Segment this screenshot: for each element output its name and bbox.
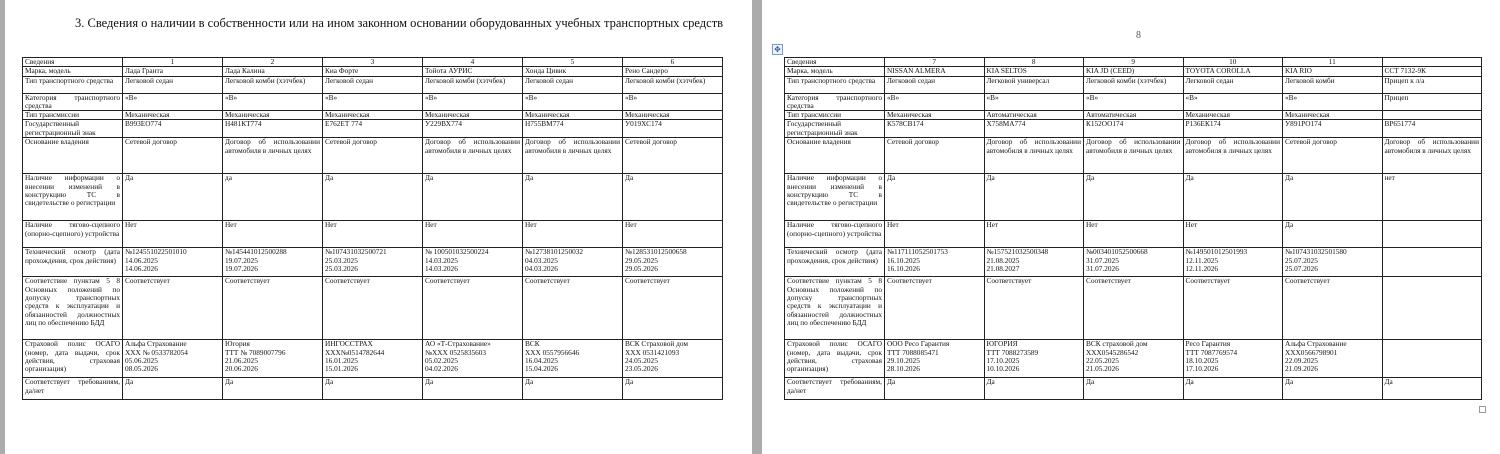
row-label: Сведения	[785, 58, 885, 67]
cell-vehicle-type: Легковой комби (хэтчбек)	[623, 76, 723, 93]
table-row-reg-number	[23, 120, 723, 138]
cell-osago: ЮГОРИЯ ТТТ 7088273589 17.10.2025 10.10.2026	[984, 340, 1084, 378]
cell-brand: Хонда Цивик	[523, 67, 623, 76]
cell-ownership: Договор об использовании автомобиля в личных целях	[523, 138, 623, 174]
cell-ownership: Договор об использовании автомобиля в личных целях	[1382, 138, 1482, 174]
cell-reg-number: У019ХС174	[623, 120, 723, 138]
cell-conforms: Да	[123, 378, 223, 400]
cell-conforms: Да	[623, 378, 723, 400]
vehicle-number-cell: 6	[623, 58, 723, 67]
vehicle-number-cell: 3	[323, 58, 423, 67]
row-label: Тип транспортного средства	[23, 76, 123, 93]
cell-ownership: Сетевой договор	[123, 138, 223, 174]
cell-category: «В»	[1283, 93, 1383, 111]
cell-transmission: Механическая	[423, 111, 523, 120]
row-label: Технический осмотр (дата прохождения, срок действия)	[785, 248, 885, 277]
cell-modification-info: Да	[323, 174, 423, 221]
table-row-osago	[23, 340, 723, 378]
cell-category: «В»	[623, 93, 723, 111]
cell-towing-device	[1382, 221, 1482, 248]
page-number: 8	[1136, 30, 1141, 41]
vehicle-number-cell: 10	[1183, 58, 1283, 67]
cell-inspection: №107431032500721 25.03.2025 25.03.2026	[323, 248, 423, 277]
cell-towing-device: Нет	[323, 221, 423, 248]
cell-conforms: Да	[323, 378, 423, 400]
cell-modification-info: Да	[423, 174, 523, 221]
cell-compliance: Соответствует	[1183, 277, 1283, 340]
cell-inspection	[1382, 248, 1482, 277]
cell-transmission: Механическая	[1183, 111, 1283, 120]
cell-osago: ВСК страховой дом ХХХ0545286542 22.05.2025 21.05.2026	[1084, 340, 1184, 378]
table-row-category	[785, 93, 1482, 111]
cell-inspection: №157521032500348 21.08.2025 21.08.2027	[984, 248, 1084, 277]
cell-reg-number: К152ОО174	[1084, 120, 1184, 138]
row-label: Соответствие пунктам 5 8 Основных положений по допуску транспортных средств к эксплуатации и обязанностей должностных лиц по обеспечению БДД	[785, 277, 885, 340]
cell-osago	[1382, 340, 1482, 378]
table-row-brand	[785, 67, 1482, 76]
cell-transmission: Механическая	[523, 111, 623, 120]
row-label: Государственный регистрационный знак	[785, 120, 885, 138]
row-label: Наличие информации о внесении изменений в конструкцию ТС в свидетельстве о регистрации	[23, 174, 123, 221]
cell-category: «В»	[523, 93, 623, 111]
row-label: Государственный регистрационный знак	[23, 120, 123, 138]
vehicles-table-part-1	[22, 57, 723, 400]
row-label: Марка, модель	[785, 67, 885, 76]
cell-inspection: №12738101250032 04.03.2025 04.03.2026	[523, 248, 623, 277]
cell-transmission: Механическая	[1283, 111, 1383, 120]
cell-brand: Лада Калина	[223, 67, 323, 76]
table-row-modification-info	[785, 174, 1482, 221]
cell-brand: ССТ 7132-9К	[1382, 67, 1482, 76]
cell-transmission: Механическая	[223, 111, 323, 120]
table-row-towing-device	[785, 221, 1482, 248]
cell-inspection: № 100501032500224 14.03.2025 14.03.2026	[423, 248, 523, 277]
cell-category: «В»	[984, 93, 1084, 111]
cell-osago: ВСК Страховой дом ХХХ 0531421093 24.05.2025 23.05.2026	[623, 340, 723, 378]
cell-compliance	[1382, 277, 1482, 340]
row-label: Сведения	[23, 58, 123, 67]
table-row-compliance	[785, 277, 1482, 340]
cell-inspection: №117111052501753 16.10.2025 16.10.2026	[885, 248, 985, 277]
cell-osago: ВСК ХХХ 0557956646 16.04.2025 15.04.2026	[523, 340, 623, 378]
cell-modification-info: Да	[984, 174, 1084, 221]
cell-compliance: Соответствует	[623, 277, 723, 340]
cell-vehicle-type: Легковой седан	[1183, 76, 1283, 93]
table-row-ownership	[785, 138, 1482, 174]
cell-compliance: Соответствует	[423, 277, 523, 340]
vehicle-number-cell: 2	[223, 58, 323, 67]
cell-reg-number: Н481КТ774	[223, 120, 323, 138]
cell-category: «В»	[323, 93, 423, 111]
cell-towing-device: Нет	[223, 221, 323, 248]
cell-conforms: Да	[1382, 378, 1482, 400]
cell-category: «В»	[1183, 93, 1283, 111]
cell-reg-number: Е762ЕТ 774	[323, 120, 423, 138]
table-row-inspection	[785, 248, 1482, 277]
cell-reg-number: В993ЕО774	[123, 120, 223, 138]
cell-category: «В»	[423, 93, 523, 111]
cell-conforms: Да	[1084, 378, 1184, 400]
cell-towing-device: Нет	[984, 221, 1084, 248]
cell-ownership: Договор об использовании автомобиля в личных целях	[423, 138, 523, 174]
row-label: Технический осмотр (дата прохождения, срок действия)	[23, 248, 123, 277]
cell-category: «В»	[885, 93, 985, 111]
cell-inspection: №149501012501993 12.11.2025 12.11.2026	[1183, 248, 1283, 277]
cell-conforms: Да	[984, 378, 1084, 400]
vehicle-number-cell: 8	[984, 58, 1084, 67]
row-label: Наличие информации о внесении изменений в конструкцию ТС в свидетельстве о регистрации	[785, 174, 885, 221]
cell-ownership: Сетевой договор	[885, 138, 985, 174]
table-row-inspection	[23, 248, 723, 277]
document-page-left	[5, 0, 752, 454]
vehicle-number-cell: 11	[1283, 58, 1383, 67]
cell-compliance: Соответствует	[123, 277, 223, 340]
cell-brand: Лада Гранта	[123, 67, 223, 76]
cell-ownership: Сетевой договор	[623, 138, 723, 174]
cell-towing-device: Нет	[123, 221, 223, 248]
row-label: Тип транспортного средства	[785, 76, 885, 93]
row-label: Категория транспортного средства	[23, 93, 123, 111]
cell-ownership: Договор об использовании автомобиля в личных целях	[1183, 138, 1283, 174]
table-row-vehicle-type	[785, 76, 1482, 93]
row-label: Основание владения	[23, 138, 123, 174]
cell-ownership: Договор об использовании автомобиля в личных целях	[984, 138, 1084, 174]
cell-transmission: Механическая	[323, 111, 423, 120]
cell-vehicle-type: Легковой седан	[123, 76, 223, 93]
cell-reg-number: У891РО174	[1283, 120, 1383, 138]
cell-compliance: Соответствует	[984, 277, 1084, 340]
cell-osago: ИНГОССТРАХ ХХХ№0514782644 16.01.2025 15.01.2026	[323, 340, 423, 378]
cell-transmission: Механическая	[885, 111, 985, 120]
table-row-vehicle-type	[23, 76, 723, 93]
cell-modification-info: Да	[1183, 174, 1283, 221]
cell-inspection: №128531012500658 29.05.2025 29.05.2026	[623, 248, 723, 277]
cell-vehicle-type: Легковой комби (хэтчбек)	[423, 76, 523, 93]
table-row-num	[23, 58, 723, 67]
cell-reg-number: У229ВХ774	[423, 120, 523, 138]
table-row-towing-device	[23, 221, 723, 248]
cell-towing-device: Нет	[623, 221, 723, 248]
cell-modification-info: Да	[1283, 174, 1383, 221]
cell-modification-info: Да	[1084, 174, 1184, 221]
cell-ownership: Договор об использовании автомобиля в личных целях	[223, 138, 323, 174]
cell-brand: Рено Сандеро	[623, 67, 723, 76]
table-row-conforms	[23, 378, 723, 400]
cell-towing-device: Нет	[1183, 221, 1283, 248]
cell-transmission	[1382, 111, 1482, 120]
cell-compliance: Соответствует	[323, 277, 423, 340]
cell-osago: Югория ТТТ № 7089007796 21.06.2025 20.06.2026	[223, 340, 323, 378]
cell-category: «В»	[123, 93, 223, 111]
row-label: Тип трансмиссии	[23, 111, 123, 120]
table-move-handle-icon[interactable]: ✥	[772, 44, 783, 55]
cell-ownership: Сетевой договор	[1283, 138, 1383, 174]
cell-reg-number: Х758МА774	[984, 120, 1084, 138]
cell-vehicle-type: Легковой седан	[523, 76, 623, 93]
section-title: 3. Сведения о наличии в собственности или на ином законном основании оборудованных учебных транспортных средств	[75, 16, 724, 30]
cell-towing-device: Нет	[523, 221, 623, 248]
cell-osago: Альфа Страхование ХХХ0566798901 22.09.2025 21.09.2026	[1283, 340, 1383, 378]
row-label: Соответствие пунктам 5 8 Основных положений по допуску транспортных средств к эксплуатации и обязанностей должностных лиц по обеспечению БДД	[23, 277, 123, 340]
cell-conforms: Да	[223, 378, 323, 400]
cell-inspection: №124551022501010 14.06.2025 14.06.2026	[123, 248, 223, 277]
cell-compliance: Соответствует	[223, 277, 323, 340]
table-row-transmission	[23, 111, 723, 120]
row-label: Категория транспортного средства	[785, 93, 885, 111]
cell-transmission: Механическая	[123, 111, 223, 120]
cell-modification-info: Да	[123, 174, 223, 221]
cell-brand: NISSAN ALMERA	[885, 67, 985, 76]
vehicles-table-part-2	[784, 57, 1482, 400]
table-row-reg-number	[785, 120, 1482, 138]
cell-modification-info: Да	[523, 174, 623, 221]
vehicle-number-cell: 9	[1084, 58, 1184, 67]
cell-vehicle-type: Легковой комби (хэтчбек)	[223, 76, 323, 93]
cell-vehicle-type: Легковой комби	[1283, 76, 1383, 93]
cell-transmission: Механическая	[623, 111, 723, 120]
cell-towing-device: Нет	[423, 221, 523, 248]
row-label: Основание владения	[785, 138, 885, 174]
cell-osago: ООО Ресо Гарантия ТТТ 7088085471 29.10.2025 28.10.2026	[885, 340, 985, 378]
row-label: Соответствует требованиям, да/нет	[23, 378, 123, 400]
cell-vehicle-type: Легковой универсал	[984, 76, 1084, 93]
cell-compliance: Соответствует	[885, 277, 985, 340]
table-row-brand	[23, 67, 723, 76]
cell-conforms: Да	[423, 378, 523, 400]
cell-towing-device: Нет	[885, 221, 985, 248]
vehicle-number-cell: 5	[523, 58, 623, 67]
cell-conforms: Да	[1183, 378, 1283, 400]
cell-transmission: Автоматическая	[1084, 111, 1184, 120]
cell-vehicle-type: Легковой седан	[323, 76, 423, 93]
vehicle-number-cell: 7	[885, 58, 985, 67]
row-label: Соответствует требованиям, да/нет	[785, 378, 885, 400]
cell-category: «В»	[223, 93, 323, 111]
table-row-osago	[785, 340, 1482, 378]
cell-category: Прицеп	[1382, 93, 1482, 111]
vehicle-number-cell: 1	[123, 58, 223, 67]
cell-vehicle-type: Прицеп к л/а	[1382, 76, 1482, 93]
cell-transmission: Автоматическая	[984, 111, 1084, 120]
cell-inspection: №107431032501580 25.07.2025 25.07.2026	[1283, 248, 1383, 277]
table-row-num	[785, 58, 1482, 67]
cell-vehicle-type: Легковой комби (хэтчбек)	[1084, 76, 1184, 93]
row-label: Марка, модель	[23, 67, 123, 76]
cell-conforms: Да	[523, 378, 623, 400]
cell-compliance: Соответствует	[1084, 277, 1184, 340]
cell-category: «В»	[1084, 93, 1184, 111]
row-label: Тип трансмиссии	[785, 111, 885, 120]
cell-conforms: Да	[1283, 378, 1383, 400]
cell-reg-number: ВР651774	[1382, 120, 1482, 138]
table-row-ownership	[23, 138, 723, 174]
cell-inspection: №145441012500288 19.07.2025 19.07.2026	[223, 248, 323, 277]
cell-ownership: Сетевой договор	[323, 138, 423, 174]
cell-brand: TOYOTA COROLLA	[1183, 67, 1283, 76]
table-row-conforms	[785, 378, 1482, 400]
cell-modification-info: нет	[1382, 174, 1482, 221]
cell-osago: Альфа Страхование ХХХ № 0533782054 05.06.2025 08.05.2026	[123, 340, 223, 378]
cell-reg-number: К578СВ174	[885, 120, 985, 138]
cell-vehicle-type: Легковой седан	[885, 76, 985, 93]
cell-brand: KIA SELTOS	[984, 67, 1084, 76]
table-row-compliance	[23, 277, 723, 340]
row-label: Наличие тягово-сцепного (опорно-сцепного) устройства	[785, 221, 885, 248]
cell-osago: АО «Т-Страхование» №ХХХ 0525835603 05.02.2025 04.02.2026	[423, 340, 523, 378]
cell-osago: Ресо Гарантия ТТТ 7087769574 18.10.2025 17.10.2026	[1183, 340, 1283, 378]
document-page-right	[762, 0, 1500, 454]
cell-compliance: Соответствует	[1283, 277, 1383, 340]
table-row-transmission	[785, 111, 1482, 120]
cell-brand: Тойота АУРИС	[423, 67, 523, 76]
row-label: Страховой полис ОСАГО (номер, дата выдачи, срок действия, страховая организация)	[23, 340, 123, 378]
vehicle-number-cell: 4	[423, 58, 523, 67]
cell-reg-number: Р136ЕК174	[1183, 120, 1283, 138]
cell-brand: KIA JD (CEED)	[1084, 67, 1184, 76]
cell-ownership: Договор об использовании автомобиля в личных целях	[1084, 138, 1184, 174]
table-row-modification-info	[23, 174, 723, 221]
cell-brand: Киа Форте	[323, 67, 423, 76]
cell-conforms: Да	[885, 378, 985, 400]
cell-brand: KIA RIO	[1283, 67, 1383, 76]
table-resize-handle-icon[interactable]	[1479, 406, 1486, 413]
cell-inspection: №003401052500668 31.07.2025 31.07.2026	[1084, 248, 1184, 277]
vehicle-number-cell	[1382, 58, 1482, 67]
cell-towing-device: Да	[1283, 221, 1383, 248]
cell-compliance: Соответствует	[523, 277, 623, 340]
row-label: Страховой полис ОСАГО (номер, дата выдачи, срок действия, страховая организация)	[785, 340, 885, 378]
cell-towing-device: Нет	[1084, 221, 1184, 248]
cell-modification-info: Да	[885, 174, 985, 221]
cell-modification-info: Да	[623, 174, 723, 221]
table-row-category	[23, 93, 723, 111]
cell-modification-info: да	[223, 174, 323, 221]
row-label: Наличие тягово-сцепного (опорно-сцепного) устройства	[23, 221, 123, 248]
cell-reg-number: Н755ВМ774	[523, 120, 623, 138]
